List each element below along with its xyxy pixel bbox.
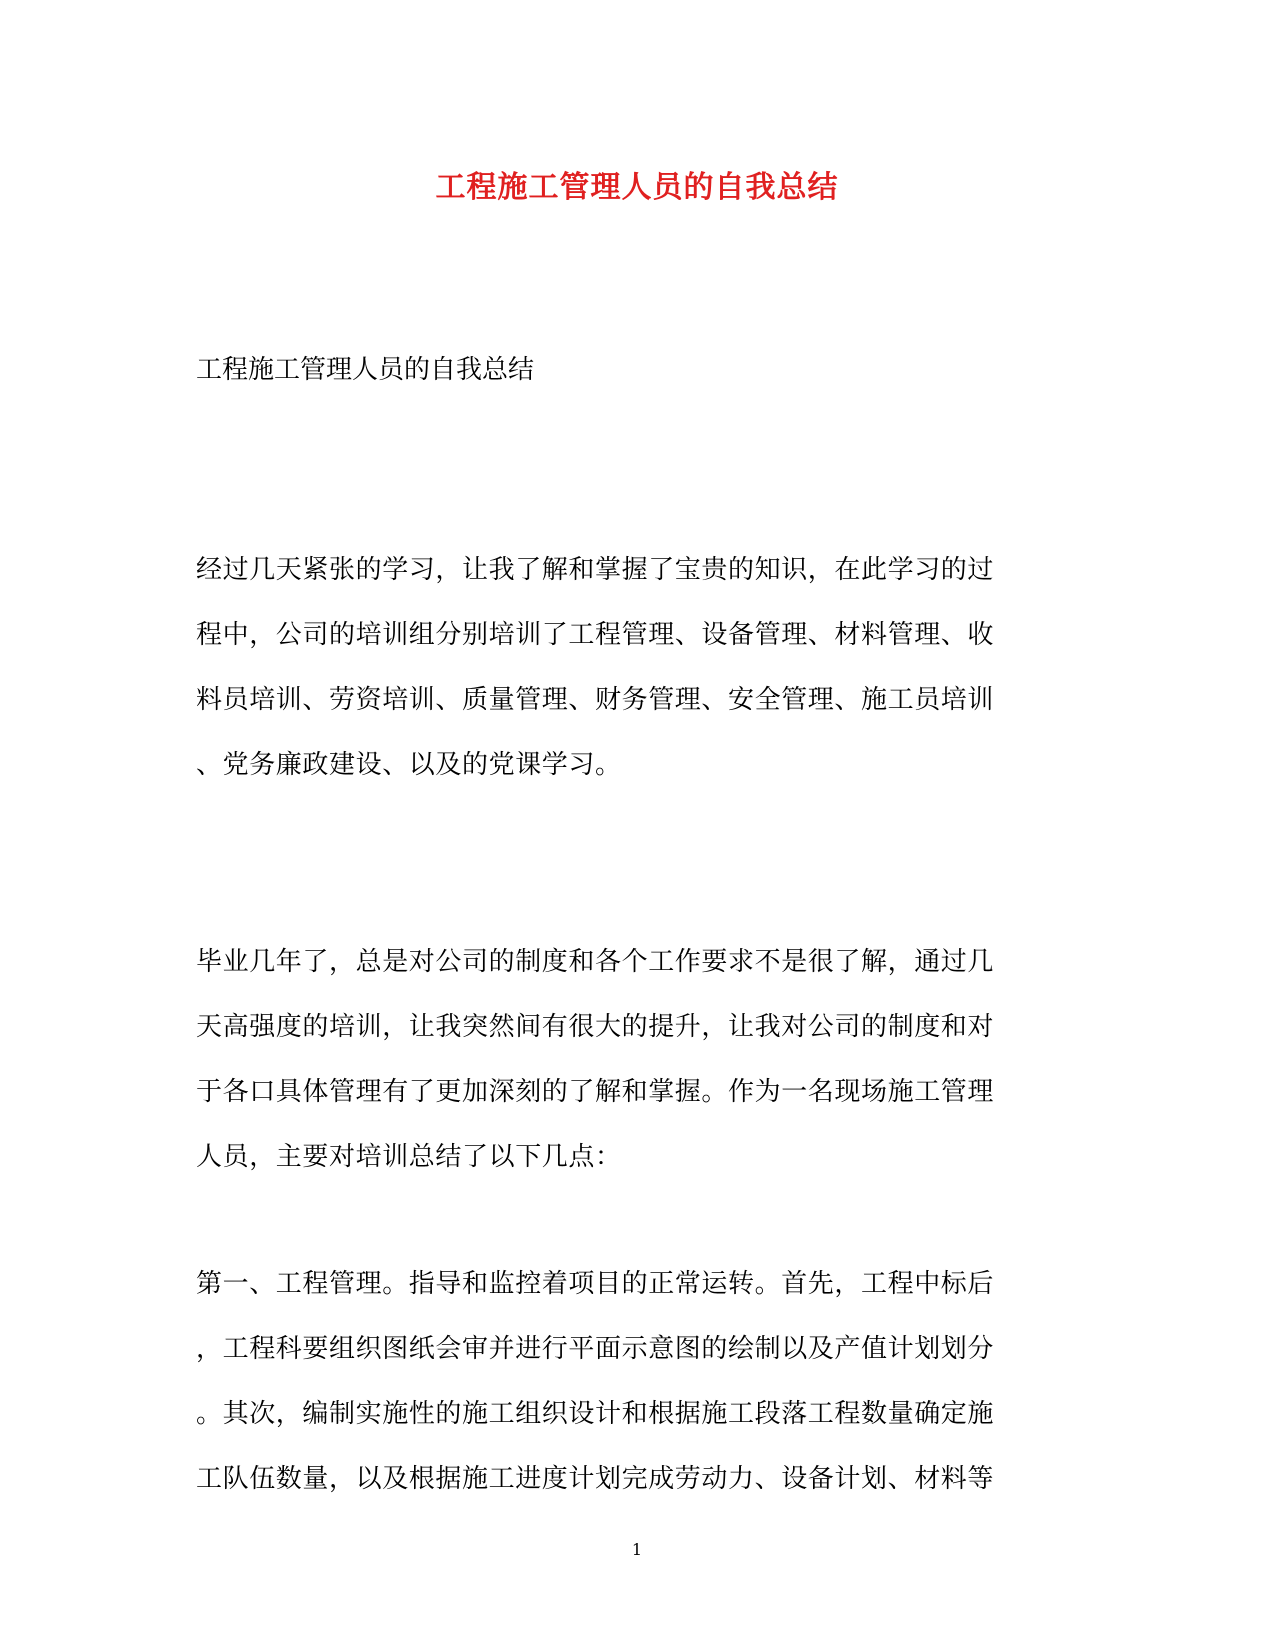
paragraph-line: 。其次，编制实施性的施工组织设计和根据施工段落工程数量确定施 (196, 1399, 995, 1429)
paragraph-line: 天高强度的培训，让我突然间有很大的提升，让我对公司的制度和对 (196, 1012, 995, 1042)
paragraph-line: 第一、工程管理。指导和监控着项目的正常运转。首先，工程中标后 (196, 1269, 995, 1299)
paragraph-line: 料员培训、劳资培训、质量管理、财务管理、安全管理、施工员培训 (196, 685, 995, 715)
paragraph-line: 毕业几年了，总是对公司的制度和各个工作要求不是很了解，通过几 (196, 947, 995, 977)
paragraph-line: 于各口具体管理有了更加深刻的了解和掌握。作为一名现场施工管理 (196, 1077, 995, 1107)
document-title: 工程施工管理人员的自我总结 (435, 170, 839, 205)
document-subtitle: 工程施工管理人员的自我总结 (196, 355, 535, 385)
paragraph-line: 程中，公司的培训组分别培训了工程管理、设备管理、材料管理、收 (196, 620, 995, 650)
paragraph-line: ，工程科要组织图纸会审并进行平面示意图的绘制以及产值计划划分 (196, 1334, 995, 1364)
paragraph-line: 经过几天紧张的学习，让我了解和掌握了宝贵的知识，在此学习的过 (196, 555, 995, 585)
paragraph-line: 人员，主要对培训总结了以下几点： (196, 1142, 622, 1172)
page-number: 1 (631, 1540, 643, 1559)
paragraph-3 (196, 1264, 1076, 1524)
paragraph-2 (196, 942, 1076, 1202)
paragraph-line: 工队伍数量，以及根据施工进度计划完成劳动力、设备计划、材料等 (196, 1464, 995, 1494)
paragraph-1 (196, 550, 1076, 810)
paragraph-line: 、党务廉政建设、以及的党课学习。 (196, 750, 622, 780)
